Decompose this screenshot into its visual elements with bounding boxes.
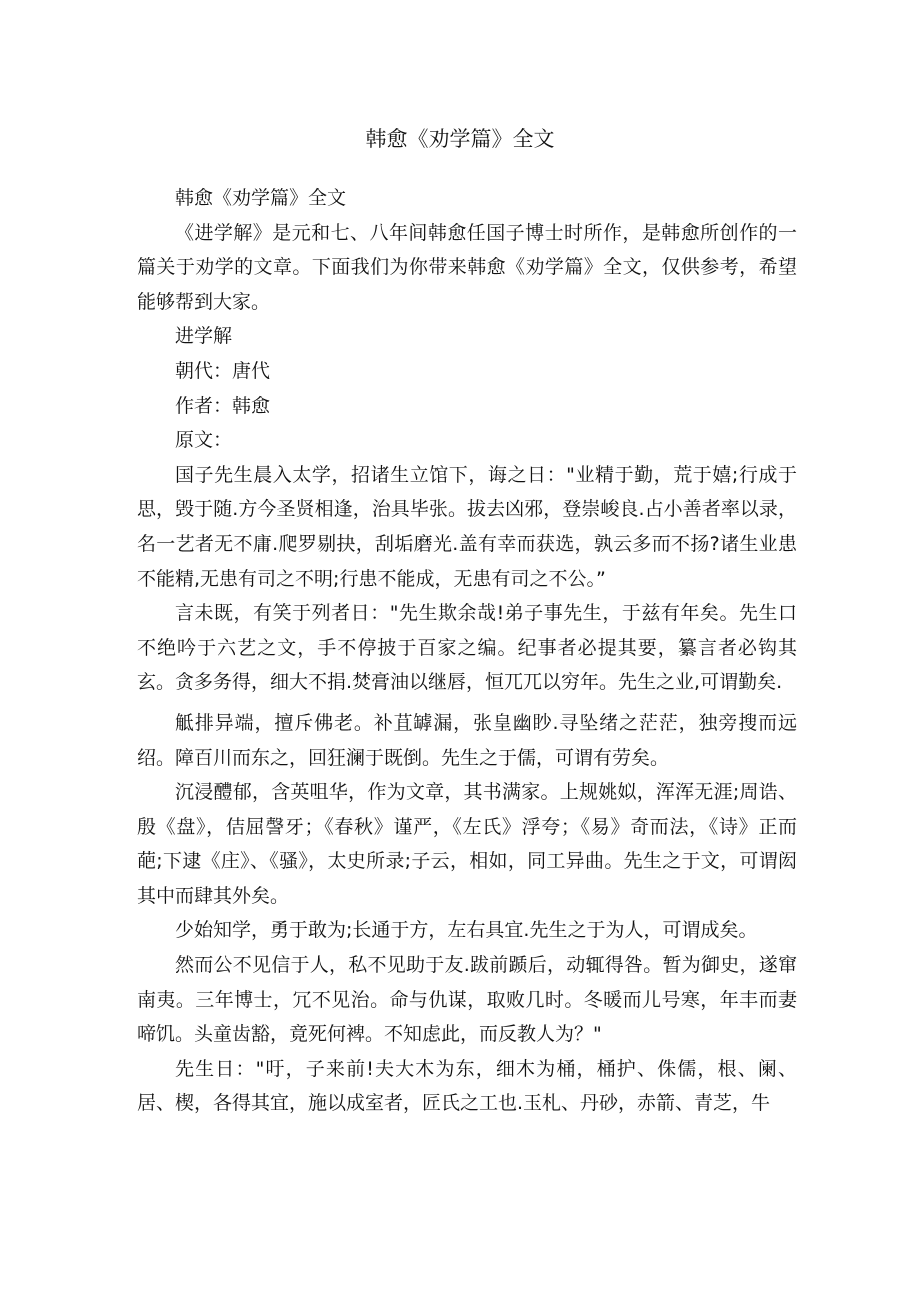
intro-paragraph: 《进学解》是元和七、八年间韩愈任国子博士时所作，是韩愈所创作的一篇关于劝学的文章。下面我们为你带来韩愈《劝学篇》全文，仅供参考，希望能够帮到大家。	[137, 221, 797, 313]
text-paragraph: 先生日："吁，子来前!夫大木为东，细木为桶，桶护、侏儒，根、阑、居、楔，各得其宜，施以成室者，匠氏之工也.玉札、丹砂，赤箭、青芝，牛	[137, 1057, 797, 1115]
article-heading: 韩愈《劝学篇》全文	[175, 187, 347, 209]
text-paragraph: 国子先生晨入太学，招诸生立馆下，诲之日："业精于勤，荒于嬉;行成于思，毁于随.方今圣贤相逢，治具毕张。拔去凶邪，登崇峻良.占小善者率以录，名一艺者无不庸.爬罗剔抉，刮垢磨光.盖有幸而获选，孰云多而不扬?诸生业患不能精,无患有司之不明;行患不能成，无患有司之不公。”	[137, 463, 797, 590]
text-paragraph: 沉浸醴郁，含英咀华，作为文章，其书满家。上规姚姒，浑浑无涯;周诰、殷《盘》，佶屈謦牙；《春秋》谨严，《左氏》浮夸；《易》奇而法，《诗》正而葩;下逮《庄》、《骚》，太史所录;子云，相如，同工异曲。先生之于文，可谓闳其中而肆其外矣。	[137, 781, 797, 907]
author-line: 作者：韩愈	[175, 394, 271, 417]
original-text-label: 原文：	[175, 429, 233, 452]
text-paragraph: 言未既，有笑于列者日："先生欺余哉!弟子事先生，于兹有年矣。先生口不绝吟于六艺之文，手不停披于百家之编。纪事者必提其要，纂言者必钩其玄。贪多务得，细大不捐.焚膏油以继唇，恒兀兀以穷年。先生之业,可谓勤矣.	[137, 602, 797, 694]
text-paragraph: 少始知学，勇于敢为;长通于方，左右具宜.先生之于为人，可谓成矣。	[175, 919, 758, 942]
work-title: 进学解	[175, 325, 233, 348]
text-paragraph: 觝排异端，擅斥佛老。补苴罅漏，张皇幽眇.寻坠绪之茫茫，独旁搜而远绍。障百川而东之，回狂澜于既倒。先生之于儒，可谓有劳矣。	[137, 711, 797, 769]
text-paragraph: 然而公不见信于人，私不见助于友.跋前踬后，动辄得咎。暂为御史，遂窜南夷。三年博士，冗不见治。命与仇谋，取败几时。冬暖而儿号寒，年丰而妻啼饥。头童齿豁，竟死何裨。不知虑此，而反教人为？"	[137, 954, 797, 1046]
document-title: 韩愈《劝学篇》全文	[365, 127, 555, 151]
dynasty-line: 朝代：唐代	[175, 359, 271, 382]
document-body	[137, 181, 797, 1121]
